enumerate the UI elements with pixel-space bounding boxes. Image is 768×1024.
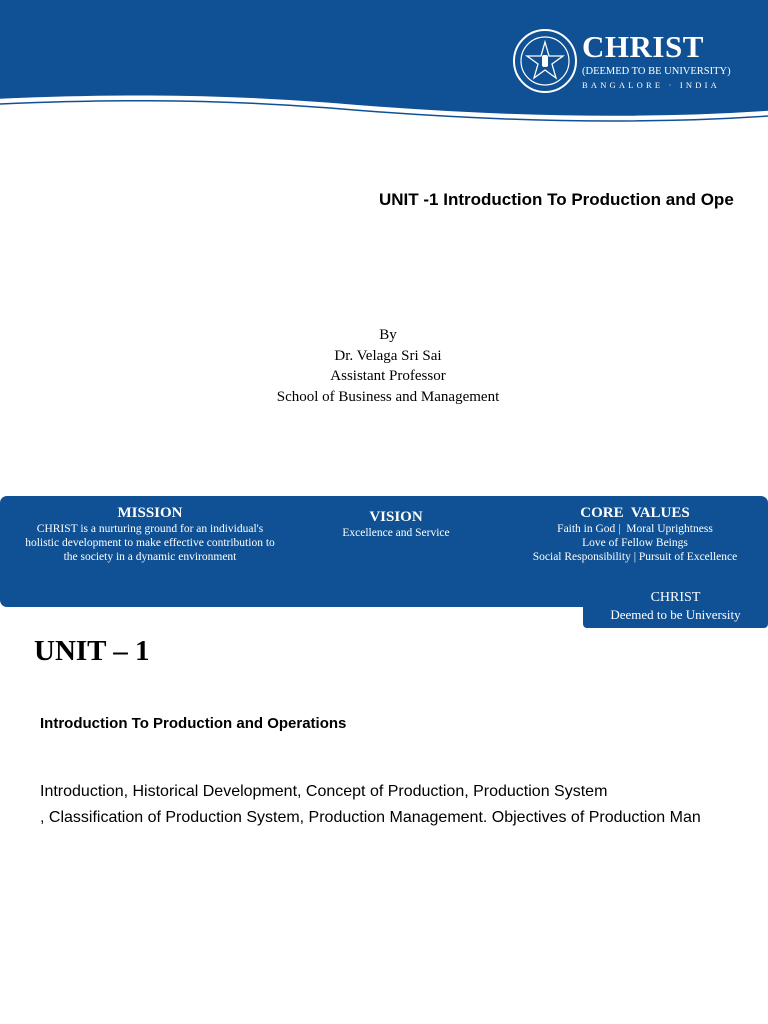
author-by: By bbox=[379, 327, 397, 343]
core-values-heading: CORE VALUES bbox=[580, 505, 690, 521]
vision-line: Excellence and Service bbox=[342, 527, 450, 539]
university-seal-icon bbox=[512, 28, 578, 94]
logo-subtitle: (DEEMED TO BE UNIVERSITY) bbox=[582, 66, 731, 77]
mission-line: holistic development to make effective contribution to bbox=[25, 537, 275, 549]
logo-wordmark: CHRIST bbox=[582, 29, 704, 64]
vision-section bbox=[326, 508, 466, 540]
christ-footer-tab bbox=[583, 588, 768, 628]
mission-heading: MISSION bbox=[117, 505, 183, 521]
unit-topics-line: , Classification of Production System, Production Management. Objectives of Production Man bbox=[40, 809, 701, 826]
mission-section bbox=[0, 504, 300, 564]
author-designation: Assistant Professor bbox=[330, 368, 446, 384]
christ-tab-subtitle: Deemed to be University bbox=[610, 607, 741, 622]
core-values-line: Faith in God | Moral Uprightness bbox=[557, 523, 713, 535]
unit-subheading: Introduction To Production and Operations bbox=[40, 715, 347, 732]
core-values-section bbox=[505, 504, 765, 564]
logo-location: BANGALORE · INDIA bbox=[582, 80, 720, 90]
unit-heading: UNIT – 1 bbox=[34, 635, 150, 667]
author-name: Dr. Velaga Sri Sai bbox=[334, 347, 442, 364]
university-logo bbox=[512, 28, 732, 96]
unit-topics-line: Introduction, Historical Development, Concept of Production, Production System bbox=[40, 783, 608, 800]
author-school: School of Business and Management bbox=[276, 388, 500, 405]
mission-line: CHRIST is a nurturing ground for an individual's bbox=[36, 523, 264, 535]
vision-heading: VISION bbox=[369, 509, 423, 525]
slide-title: UNIT -1 Introduction To Production and Ope bbox=[379, 190, 734, 209]
christ-tab-name: CHRIST bbox=[650, 590, 701, 605]
mission-line: the society in a dynamic environment bbox=[63, 551, 237, 563]
core-values-line: Social Responsibility | Pursuit of Excellence bbox=[532, 551, 738, 563]
author-block bbox=[0, 325, 768, 407]
core-values-line: Love of Fellow Beings bbox=[582, 537, 688, 549]
unit-topics bbox=[40, 779, 701, 831]
